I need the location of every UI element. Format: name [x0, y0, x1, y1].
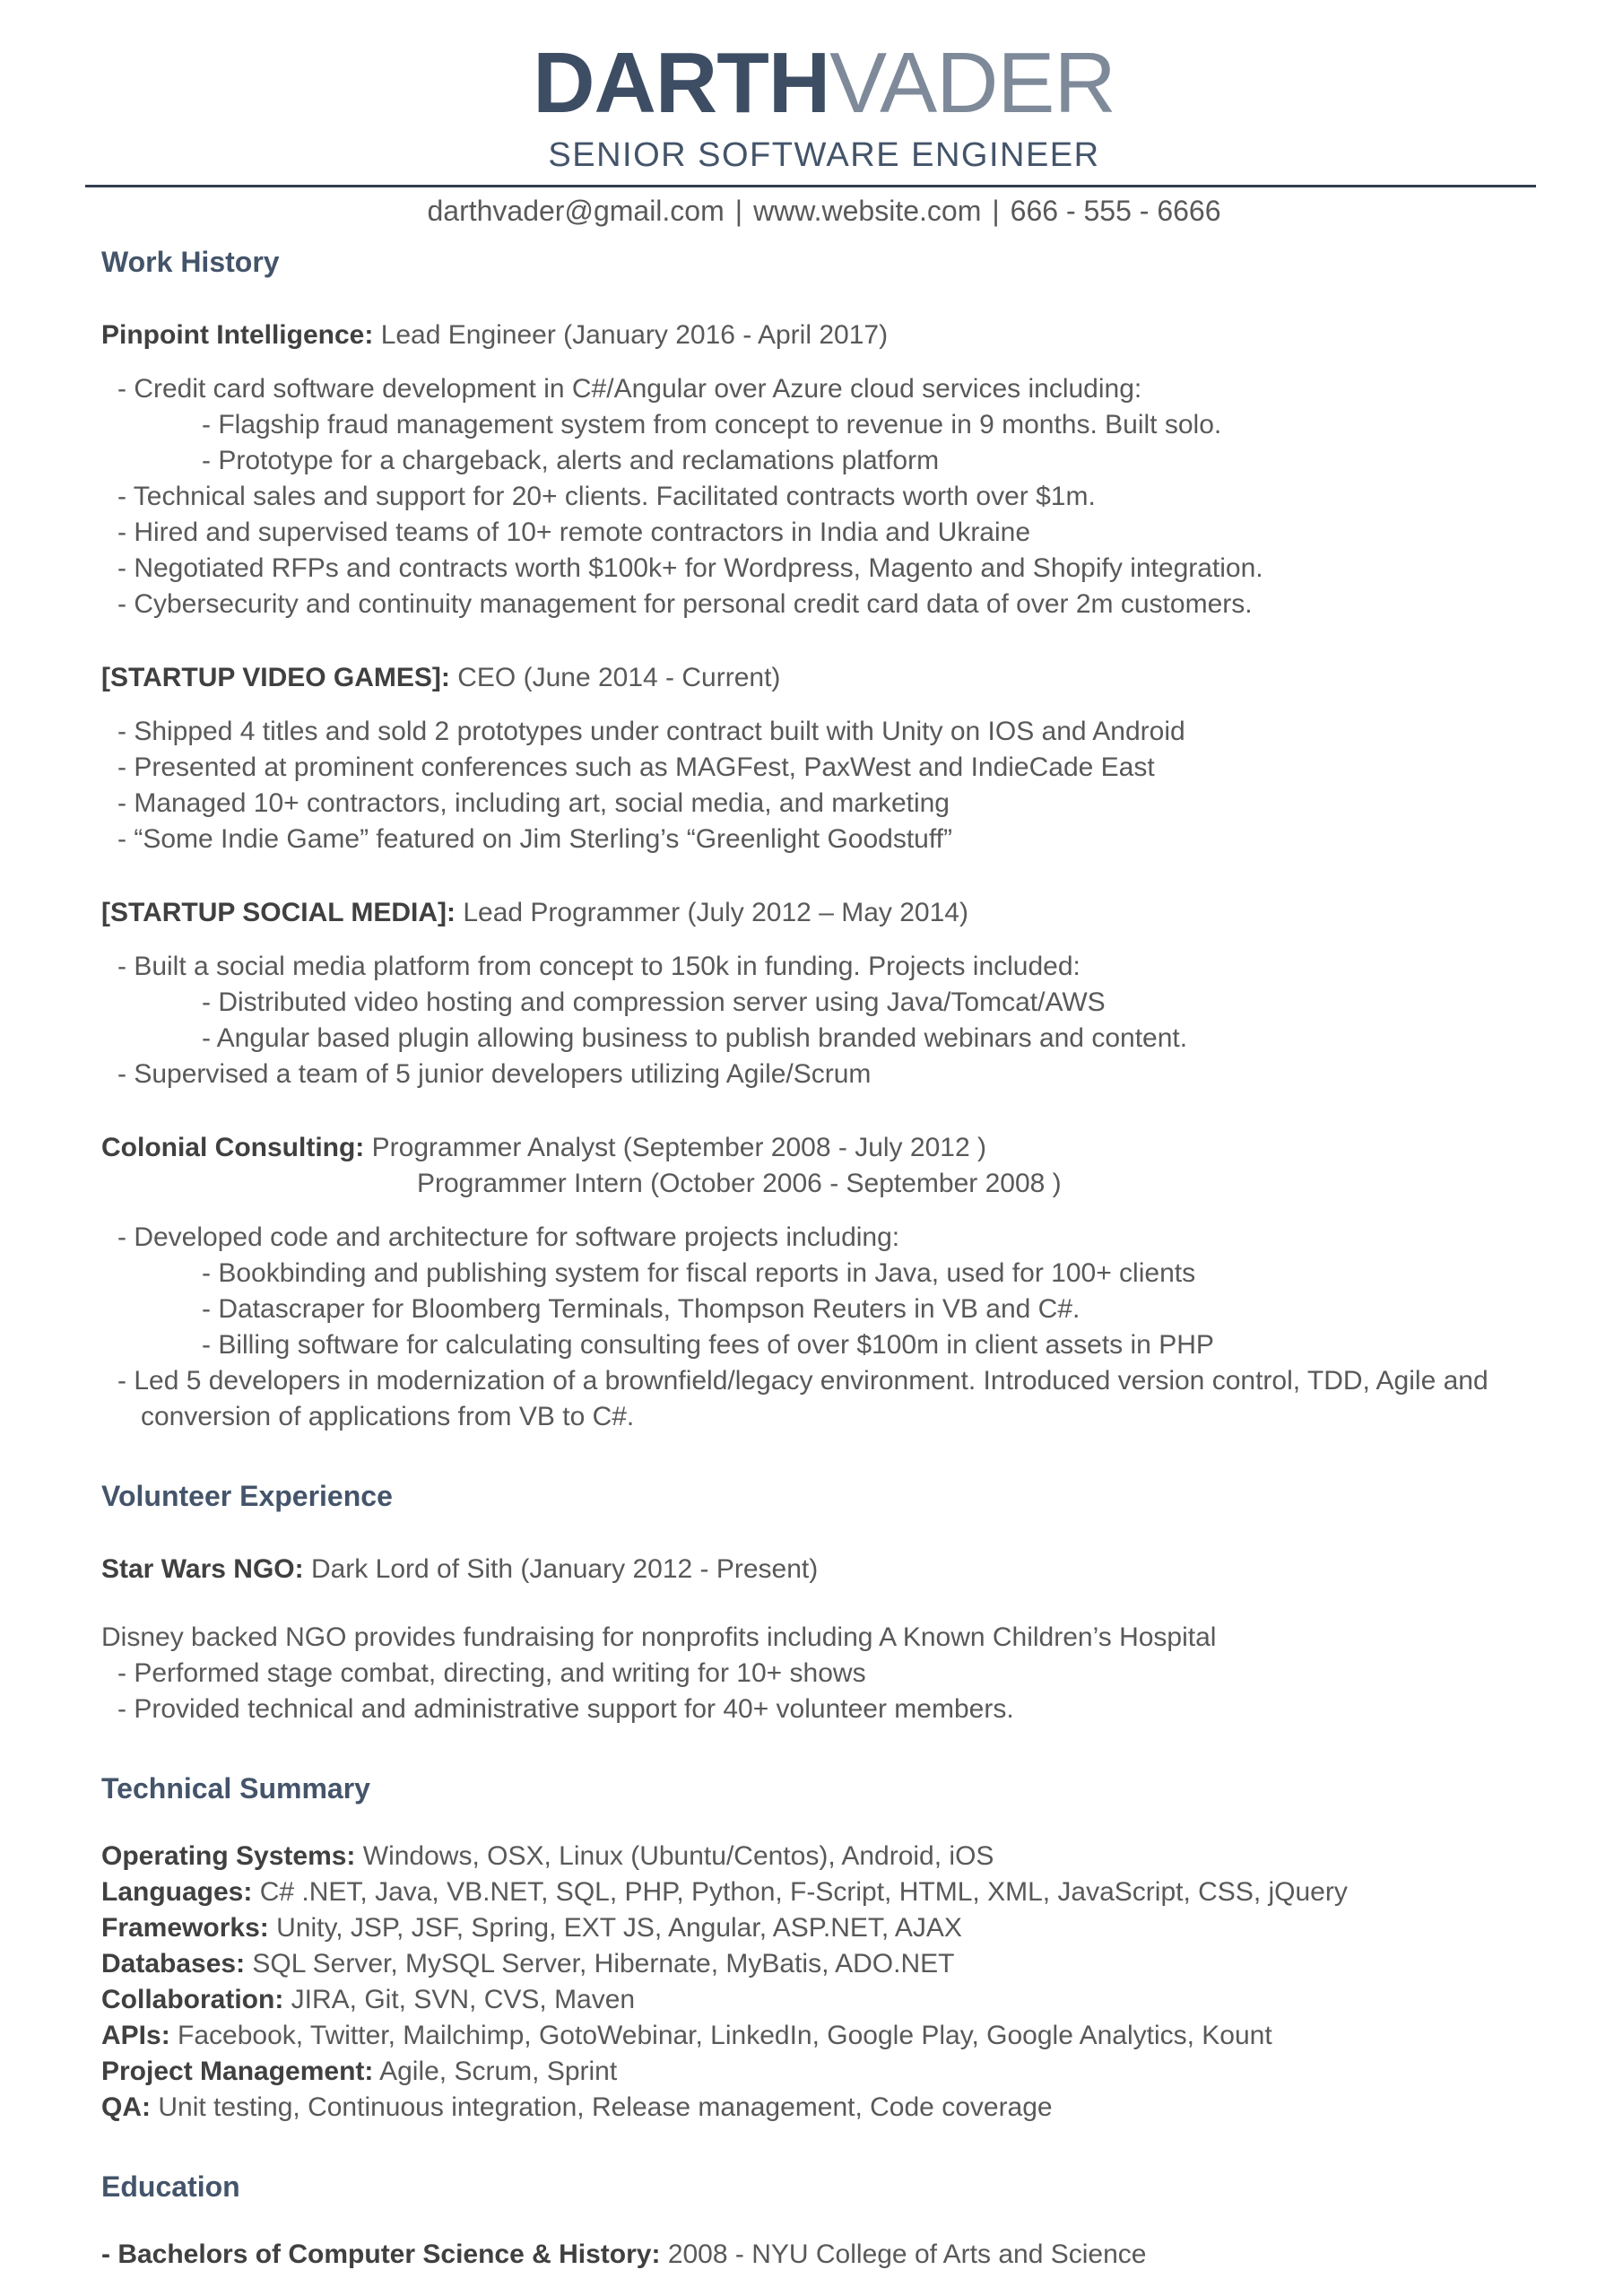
job-role-secondary: Programmer Intern (October 2006 - September 2008 ): [417, 1169, 1062, 1198]
tech-row: [101, 1910, 1547, 1946]
sub-bullet: - Distributed video hosting and compression server using Java/Tomcat/AWS: [202, 987, 1106, 1017]
tech-value: Unit testing, Continuous integration, Release management, Code coverage: [158, 2092, 1053, 2122]
bullet: - Built a social media platform from concept to 150k in funding. Projects included:: [117, 952, 1081, 981]
bullet: - Shipped 4 titles and sold 2 prototypes under contract built with Unity on IOS and Android: [117, 717, 1185, 746]
bullet: - Provided technical and administrative support for 40+ volunteer members.: [117, 1694, 1014, 1724]
job-company: Colonial Consulting:: [101, 1133, 365, 1162]
tech-label: Frameworks:: [101, 1913, 269, 1943]
bullet: - Technical sales and support for 20+ clients. Facilitated contracts worth over $1m.: [117, 482, 1096, 511]
candidate-job-title: SENIOR SOFTWARE ENGINEER: [548, 136, 1100, 174]
education-line: [101, 2237, 1547, 2273]
sub-bullet: - Prototype for a chargeback, alerts and reclamations platform: [202, 446, 940, 475]
tech-label: Operating Systems:: [101, 1841, 356, 1871]
bullet: - Cybersecurity and continuity management for personal credit card data of over 2m customers.: [117, 589, 1253, 619]
tech-row: [101, 2054, 1547, 2090]
bullet: - Supervised a team of 5 junior developers utilizing Agile/Scrum: [117, 1059, 872, 1089]
bullet: - “Some Indie Game” featured on Jim Sterling’s “Greenlight Goodstuff”: [117, 824, 952, 854]
education-details: 2008 - NYU College of Arts and Science: [667, 2239, 1147, 2269]
tech-value: SQL Server, MySQL Server, Hibernate, MyBatis, ADO.NET: [252, 1949, 955, 1979]
volunteer-description: Disney backed NGO provides fundraising for nonprofits including A Known Children’s Hospital: [101, 1622, 1217, 1652]
bullet: - Hired and supervised teams of 10+ remote contractors in India and Ukraine: [117, 517, 1031, 547]
candidate-first-name: DARTH: [533, 35, 830, 131]
candidate-name: [101, 35, 1547, 131]
tech-value: Facebook, Twitter, Mailchimp, GotoWebinar, LinkedIn, Google Play, Google Analytics, Kount: [178, 2021, 1272, 2050]
bullet: - Led 5 developers in modernization of a brownfield/legacy environment. Introduced version control, TDD, Agile and conversion of applications from VB to C#.: [117, 1366, 1488, 1431]
tech-label: Languages:: [101, 1877, 253, 1907]
bullet-list: [101, 949, 1547, 1092]
section-heading-volunteer-experience: Volunteer Experience: [101, 1480, 393, 1512]
job-colonial-consulting: [101, 1130, 1547, 1435]
job-company: Pinpoint Intelligence:: [101, 320, 374, 350]
contact-email: darthvader@gmail.com: [427, 195, 725, 227]
volunteer-org: Star Wars NGO:: [101, 1554, 304, 1584]
resume-body: [101, 244, 1547, 2273]
section-heading-education: Education: [101, 2170, 240, 2203]
section-heading-technical-summary: Technical Summary: [101, 1772, 370, 1805]
tech-value: Windows, OSX, Linux (Ubuntu/Centos), Android, iOS: [362, 1841, 994, 1871]
job-role: Lead Engineer (January 2016 - April 2017): [380, 320, 889, 350]
contact-phone: 666 - 555 - 6666: [1010, 195, 1221, 227]
sub-bullet: - Billing software for calculating consulting fees of over $100m in client assets in PHP: [202, 1330, 1214, 1360]
contact-separator: |: [734, 195, 743, 227]
bullet: - Credit card software development in C#/Angular over Azure cloud services including:: [117, 374, 1142, 404]
tech-label: Project Management:: [101, 2057, 374, 2086]
resume-header: [101, 35, 1547, 230]
contact-line: [101, 192, 1547, 230]
volunteer-role: Dark Lord of Sith (January 2012 - Present): [310, 1554, 819, 1584]
tech-row: [101, 2018, 1547, 2054]
job-startup-social-media: [101, 895, 1547, 1092]
job-role: Lead Programmer (July 2012 – May 2014): [463, 898, 968, 927]
tech-row: [101, 1874, 1547, 1910]
tech-row: [101, 1982, 1547, 2018]
job-startup-video-games: [101, 660, 1547, 857]
bullet: - Performed stage combat, directing, and writing for 10+ shows: [117, 1658, 866, 1688]
sub-bullet: - Datascraper for Bloomberg Terminals, Thompson Reuters in VB and C#.: [202, 1294, 1081, 1324]
job-role: CEO (June 2014 - Current): [457, 663, 781, 692]
tech-value: Unity, JSP, JSF, Spring, EXT JS, Angular, ASP.NET, AJAX: [276, 1913, 962, 1943]
job-header: [101, 660, 1547, 696]
tech-row: [101, 1946, 1547, 1982]
tech-value: C# .NET, Java, VB.NET, SQL, PHP, Python, F-Script, HTML, XML, JavaScript, CSS, jQuery: [259, 1877, 1348, 1907]
volunteer-entry: [101, 1552, 1547, 1727]
tech-label: APIs:: [101, 2021, 170, 2050]
bullet-list: [101, 714, 1547, 857]
contact-separator: |: [992, 195, 1000, 227]
tech-row: [101, 2090, 1547, 2126]
job-header: [101, 317, 1547, 353]
bullet: - Managed 10+ contractors, including art, social media, and marketing: [117, 788, 950, 818]
job-pinpoint-intelligence: [101, 317, 1547, 622]
job-company: [STARTUP SOCIAL MEDIA]:: [101, 898, 456, 927]
sub-bullet: - Bookbinding and publishing system for fiscal reports in Java, used for 100+ clients: [202, 1258, 1196, 1288]
job-header: [101, 895, 1547, 931]
job-role: Programmer Analyst (September 2008 - July 2012 ): [371, 1133, 986, 1162]
volunteer-header: [101, 1552, 1547, 1587]
bullet: - Presented at prominent conferences such as MAGFest, PaxWest and IndieCade East: [117, 752, 1155, 782]
tech-row: [101, 1839, 1547, 1874]
bullet-list: [101, 371, 1547, 622]
contact-website: www.website.com: [753, 195, 982, 227]
sub-bullet: - Angular based plugin allowing business to publish branded webinars and content.: [202, 1023, 1188, 1053]
tech-label: QA:: [101, 2092, 151, 2122]
sub-bullet: - Flagship fraud management system from concept to revenue in 9 months. Built solo.: [202, 410, 1222, 439]
job-header: [101, 1130, 1547, 1166]
job-company: [STARTUP VIDEO GAMES]:: [101, 663, 450, 692]
section-heading-work-history: Work History: [101, 246, 280, 278]
bullet: - Negotiated RFPs and contracts worth $100k+ for Wordpress, Magento and Shopify integration.: [117, 553, 1263, 583]
tech-label: Databases:: [101, 1949, 246, 1979]
bullet-list: [101, 1220, 1547, 1435]
bullet-list: [101, 1656, 1547, 1727]
bullet: - Developed code and architecture for software projects including:: [117, 1222, 900, 1252]
technical-summary-list: [101, 1839, 1547, 2126]
tech-label: Collaboration:: [101, 1985, 284, 2014]
tech-value: Agile, Scrum, Sprint: [379, 2057, 618, 2086]
header-divider: [85, 185, 1536, 187]
education-entry: [101, 2237, 1547, 2273]
candidate-last-name: VADER: [829, 35, 1115, 131]
education-degree: - Bachelors of Computer Science & History:: [101, 2239, 661, 2269]
tech-value: JIRA, Git, SVN, CVS, Maven: [291, 1985, 636, 2014]
